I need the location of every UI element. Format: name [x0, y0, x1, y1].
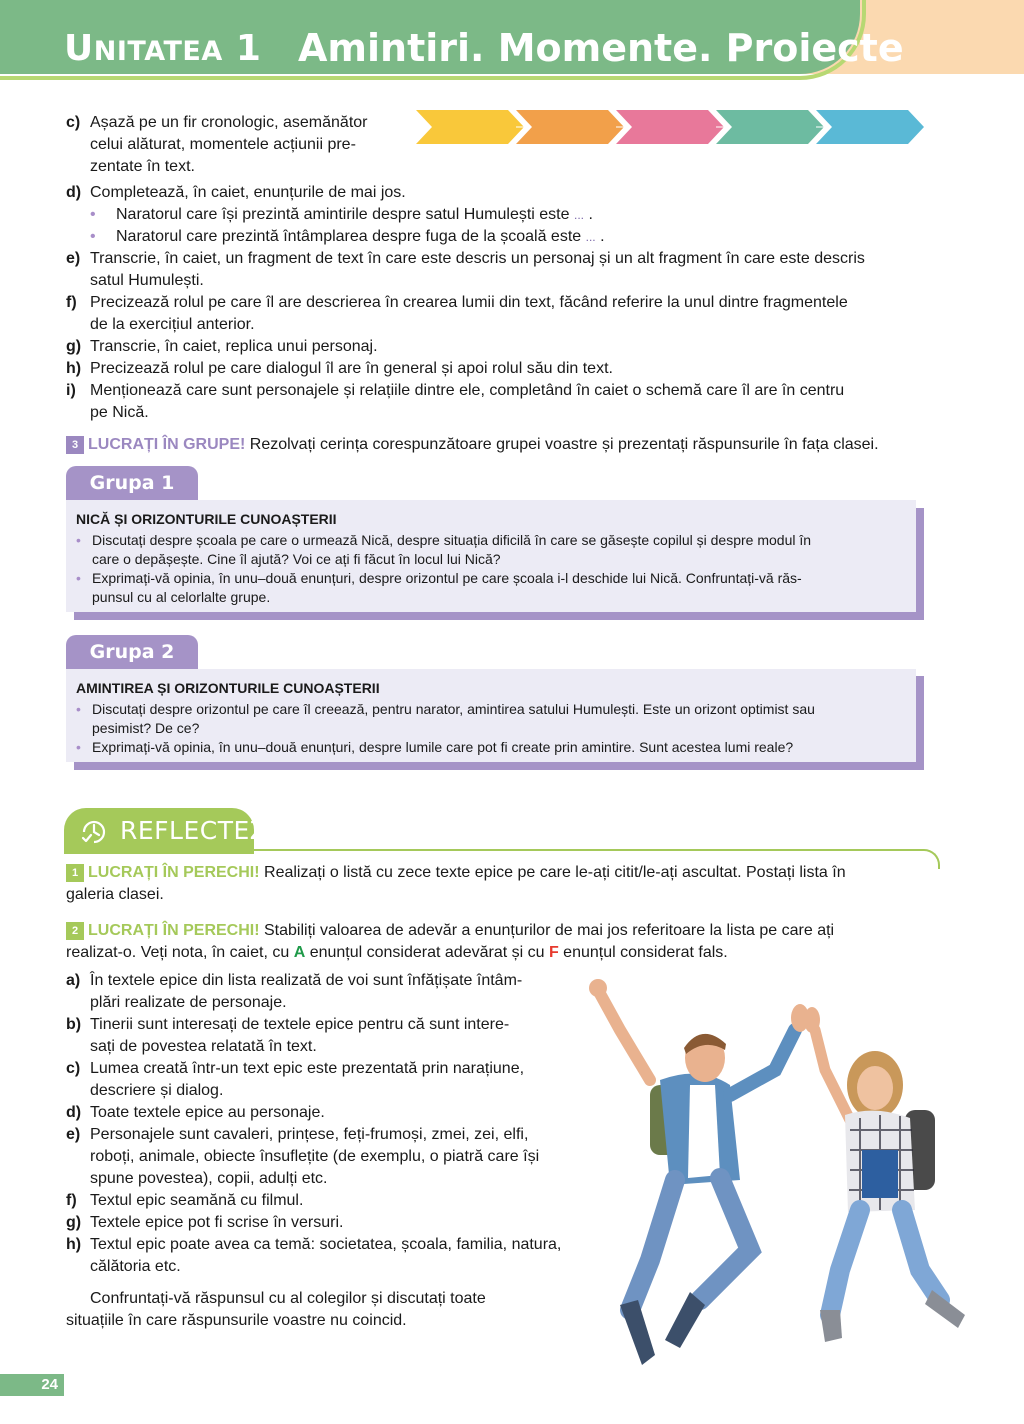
unit-title: Amintiri. Momente. Proiecte: [298, 26, 904, 70]
statement-b: b) Tinerii sunt interesați de textele epice pentru că sunt intere- sați de povestea relatată în text.: [66, 1016, 510, 1055]
group-2-bullet: • Exprimați-vă opinia, în unu–două enunțuri, despre lumile care pot fi create prin amintire. Sunt acestea lumi reale?: [76, 739, 794, 755]
timeline-arrows: [416, 110, 928, 144]
boy-figure: [589, 979, 809, 1365]
group-1-shadow: [916, 508, 924, 620]
timeline-arrow-4: [716, 110, 824, 144]
exercise-item-e: e) Transcrie, în caiet, un fragment de text în care este descris un personaj și un alt fragment în care este descris satul Humulești.: [66, 250, 865, 289]
statement-c: c) Lumea creată într-un text epic este prezentată prin narațiune, descriere și dialog.: [66, 1060, 525, 1099]
group-1-tab: Grupa 1: [66, 466, 198, 500]
statement-f: f) Textul epic seamănă cu filmul.: [66, 1192, 304, 1209]
bullet-dot: •: [76, 701, 81, 717]
group-2-title: AMINTIREA ȘI ORIZONTURILE CUNOAȘTERII: [76, 680, 380, 696]
group-2-shadow: [916, 676, 924, 770]
girl-figure: [804, 1007, 965, 1342]
exercise-item-f: f) Precizează rolul pe care îl are descrierea în crearea lumii din text, făcând referire la unul dintre fragmentele de la exercițiul anterior.: [66, 294, 848, 333]
group-1-shadow-bottom: [74, 612, 924, 620]
task-label: LUCRAȚI ÎN PERECHI!: [88, 864, 260, 881]
page-number: 24: [0, 1374, 64, 1396]
reflect-task-1: 1 LUCRAȚI ÎN PERECHI! Realizați o listă cu zece texte epice pe care le-ați citit/le-ați ascultat. Postați lista în galeria clasei.: [66, 864, 846, 903]
statement-d: d) Toate textele epice au personaje.: [66, 1104, 325, 1121]
exercise-item-d: d) Completează, în caiet, enunțurile de mai jos.: [66, 184, 406, 201]
group-1-box: [66, 500, 916, 612]
exercise-item-g: g) Transcrie, în caiet, replica unui personaj.: [66, 338, 378, 355]
bullet-item: • Naratorul care prezintă întâmplarea despre fuga de la școală este ... .: [90, 226, 930, 248]
task-number: 2: [66, 922, 84, 940]
exercise-item-i: i) Menționează care sunt personajele și relațiile dintre ele, completând în caiet o schemă care îl are în centru pe Nică.: [66, 382, 845, 421]
reflectez-title: REFLECTEZ: [120, 816, 268, 845]
group-1-title: NICĂ ȘI ORIZONTURILE CUNOAȘTERII: [76, 511, 337, 527]
statement-h: h) Textul epic poate avea ca temă: societatea, școala, familia, natura, călătoria etc.: [66, 1236, 562, 1275]
jumping-students-photo: [580, 970, 980, 1370]
unit-label: UNITATEA 1: [64, 28, 262, 69]
bullet-dot: •: [90, 228, 96, 245]
statement-a: a) În textele epice din lista realizată de voi sunt înfățișate întâm- plări realizate de personaje.: [66, 972, 523, 1011]
statement-g: g) Textele epice pot fi scrise în versuri.: [66, 1214, 344, 1231]
timeline-arrow-2: [516, 110, 624, 144]
clock-check-icon: [78, 816, 110, 848]
timeline-arrow-5: [816, 110, 924, 144]
task-number: 3: [66, 436, 84, 454]
reflect-task-2: 2 LUCRAȚI ÎN PERECHI! Stabiliți valoarea de adevăr a enunțurilor de mai jos referitoare la lista pe care ați realizat-o. Veți nota, în caiet, cu A enunțul considerat adevărat și cu F enunțul considerat fals.: [66, 922, 835, 961]
exercise-item-h: h) Precizează rolul pe care dialogul îl are în general și apoi rolul său din text.: [66, 360, 613, 377]
bullet-item: • Naratorul care își prezintă amintirile despre satul Humulești este ... .: [90, 204, 930, 226]
group-1-bullet: • Discutați despre școala pe care o urmează Nică, despre situația dificilă în care se găsește copilul și despre modul în care o depășește. Cine îl ajută? Voi ce ați fi făcut în locul lui Nică?: [76, 532, 812, 567]
task-label: LUCRAȚI ÎN GRUPE!: [88, 436, 246, 453]
closing-text: Confruntați-vă răspunsul cu al colegilor și discutați toate situațiile în care răspunsurile voastre nu coincid.: [66, 1290, 486, 1329]
group-2-box: [66, 669, 916, 762]
timeline-arrow-1: [416, 110, 524, 144]
group-2-shadow-bottom: [74, 762, 924, 770]
statement-e: e) Personajele sunt cavaleri, prințese, feți-frumoși, zmei, zei, elfi, roboți, animale, obiecte însuflețite (de exemplu, o piatră care își spune povestea), copii, adulți etc.: [66, 1126, 540, 1187]
bullet-dot: •: [76, 570, 81, 586]
task-label: LUCRAȚI ÎN PERECHI!: [88, 922, 260, 939]
task-number: 1: [66, 864, 84, 882]
exercise-item-c: c) Așază pe un fir cronologic, asemănător celui alăturat, momentele acțiunii pre- zentate în text.: [66, 114, 368, 175]
bullet-dot: •: [76, 739, 81, 755]
group-task: 3 LUCRAȚI ÎN GRUPE! Rezolvați cerința corespunzătoare grupei voastre și prezentați răspunsurile în fața clasei.: [66, 434, 926, 456]
bullet-dot: •: [90, 206, 96, 223]
bullet-dot: •: [76, 532, 81, 548]
timeline-arrow-3: [616, 110, 724, 144]
group-2-bullet: • Discutați despre orizontul pe care îl creează, pentru narator, amintirea satului Humulești. Este un orizont optimist sau pesimist? De ce?: [76, 701, 815, 736]
group-1-bullet: • Exprimați-vă opinia, în unu–două enunțuri, despre orizontul pe care școala i-l deschide lui Nică. Confruntați-vă răs- punsul cu al celorlalte grupe.: [76, 570, 802, 605]
group-2-tab: Grupa 2: [66, 635, 198, 669]
